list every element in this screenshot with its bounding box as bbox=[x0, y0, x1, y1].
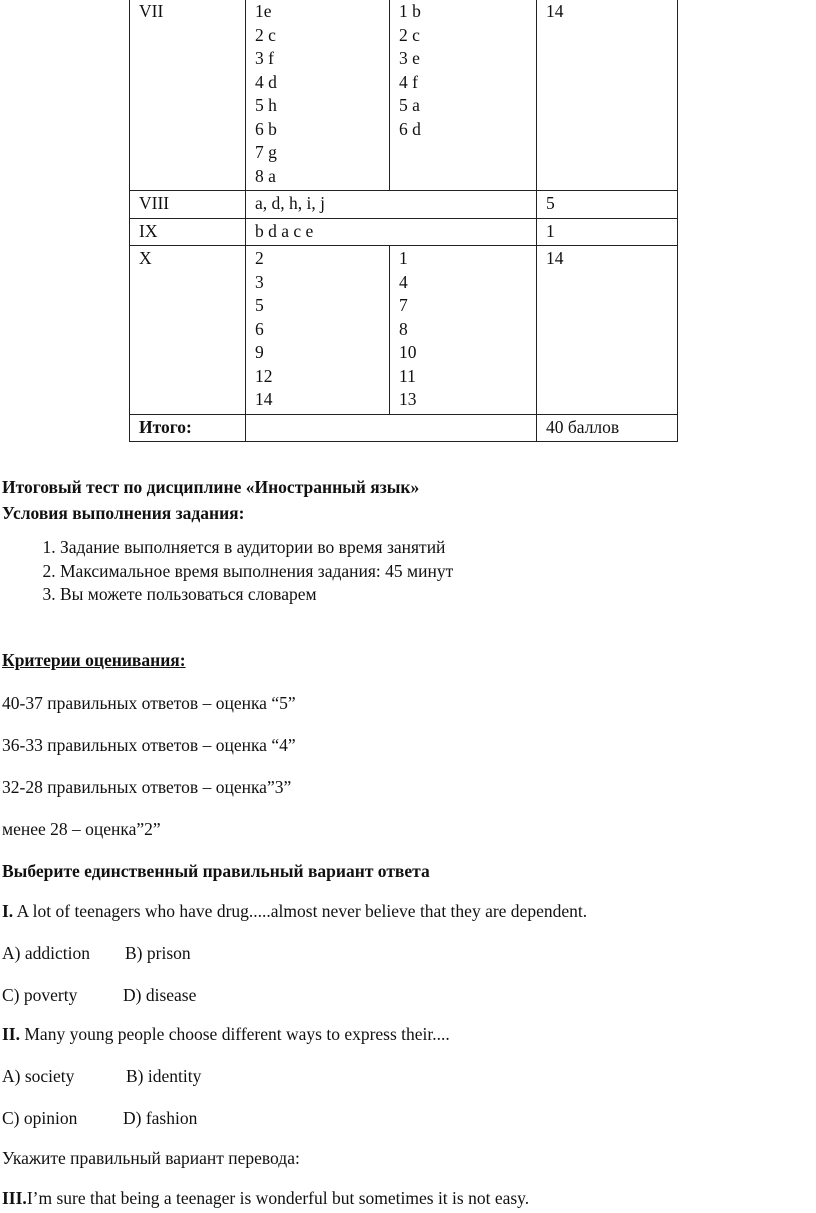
answers-cell: b d a c e bbox=[246, 218, 537, 246]
table-row-ix bbox=[130, 218, 678, 246]
option-b: B) identity bbox=[126, 1066, 202, 1087]
answer-item: 2 bbox=[255, 248, 264, 268]
answer-item: 6 bbox=[255, 318, 264, 339]
table-row-x bbox=[130, 246, 678, 415]
question-number: III. bbox=[2, 1187, 27, 1208]
test-document bbox=[2, 474, 802, 1210]
options-row bbox=[2, 943, 802, 965]
option-c: C) opinion bbox=[2, 1108, 78, 1129]
answer-column-b bbox=[390, 246, 537, 415]
answer-item: 1 b bbox=[399, 1, 421, 21]
answer-item: 8 a bbox=[255, 165, 276, 186]
answer-column-a bbox=[246, 0, 390, 191]
answer-item: 2 c bbox=[399, 24, 420, 45]
answer-item: 5 bbox=[255, 295, 264, 315]
answer-item: 6 d bbox=[399, 118, 421, 139]
answer-item: 7 g bbox=[255, 142, 277, 162]
table-row-viii bbox=[130, 191, 678, 219]
answers-cell: a, d, h, i, j bbox=[246, 191, 537, 219]
answer-item: 4 f bbox=[399, 71, 418, 92]
empty-cell bbox=[246, 414, 537, 442]
question-number: II. bbox=[2, 1024, 20, 1045]
conditions-heading: Условия выполнения задания: bbox=[2, 503, 245, 523]
option-b: B) prison bbox=[125, 942, 191, 963]
answer-item: 13 bbox=[399, 389, 417, 409]
option-d: D) disease bbox=[123, 984, 197, 1005]
points-cell: 14 bbox=[537, 246, 678, 415]
answer-key-table bbox=[129, 0, 678, 442]
answer-item: 1e bbox=[255, 1, 272, 21]
answer-item: 5 a bbox=[399, 95, 420, 115]
answer-item: 3 e bbox=[399, 48, 420, 68]
answer-item: 8 bbox=[399, 318, 408, 339]
answer-item: 14 bbox=[255, 389, 273, 409]
condition-item: 2. Максимальное время выполнения задания: 45 минут bbox=[60, 560, 802, 584]
row-number: IX bbox=[130, 218, 246, 246]
translation-heading: Укажите правильный вариант перевода: bbox=[2, 1148, 300, 1168]
points-cell: 5 bbox=[537, 191, 678, 219]
criteria-heading: Критерии оценивания: bbox=[2, 649, 186, 670]
answer-item: 12 bbox=[255, 365, 273, 386]
answer-item: 11 bbox=[399, 365, 416, 386]
criteria-item: менее 28 – оценка”2” bbox=[2, 819, 161, 839]
question-text: I’m sure that being a teenager is wonderful but sometimes it is not easy. bbox=[26, 1187, 530, 1208]
conditions-list bbox=[2, 536, 802, 607]
criteria-item: 36-33 правильных ответов – оценка “4” bbox=[2, 735, 296, 756]
table-row-vii bbox=[130, 0, 678, 191]
condition-item: 1. Задание выполняется в аудитории во время занятий bbox=[60, 536, 802, 560]
criteria-item: 40-37 правильных ответов – оценка “5” bbox=[2, 693, 296, 714]
answer-item: 5 h bbox=[255, 95, 277, 115]
answer-item: 4 bbox=[399, 271, 408, 292]
question-1 bbox=[2, 901, 802, 923]
criteria-item: 32-28 правильных ответов – оценка”3” bbox=[2, 777, 292, 798]
question-number: I. bbox=[2, 900, 14, 921]
option-c: C) poverty bbox=[2, 984, 78, 1005]
total-label: Итого: bbox=[130, 414, 246, 442]
option-d: D) fashion bbox=[123, 1108, 198, 1129]
document-title: Итоговый тест по дисциплине «Иностранный язык» bbox=[2, 477, 420, 497]
question-text: Many young people choose different ways to express their.... bbox=[20, 1024, 450, 1045]
points-cell: 1 bbox=[537, 218, 678, 246]
question-text: A lot of teenagers who have drug.....almost never believe that they are dependent. bbox=[13, 900, 588, 921]
answer-column-a bbox=[246, 246, 390, 415]
option-a: A) addiction bbox=[2, 942, 90, 963]
options-row bbox=[2, 1108, 802, 1130]
row-number: VII bbox=[130, 0, 246, 191]
question-2 bbox=[2, 1024, 802, 1046]
options-row bbox=[2, 985, 802, 1007]
task-heading: Выберите единственный правильный вариант ответа bbox=[2, 860, 430, 881]
answer-item: 7 bbox=[399, 295, 408, 315]
row-number: X bbox=[130, 246, 246, 415]
points-cell: 14 bbox=[537, 0, 678, 191]
answer-item: 4 d bbox=[255, 71, 277, 92]
table-row-total bbox=[130, 414, 678, 442]
answer-item: 1 bbox=[399, 248, 408, 268]
total-value: 40 баллов bbox=[537, 414, 678, 442]
answer-item: 3 bbox=[255, 271, 264, 292]
answer-column-b bbox=[390, 0, 537, 191]
answer-item: 6 b bbox=[255, 118, 277, 139]
answer-item: 10 bbox=[399, 342, 417, 362]
answer-item: 9 bbox=[255, 342, 264, 362]
option-a: A) society bbox=[2, 1066, 75, 1087]
answer-item: 3 f bbox=[255, 48, 274, 68]
options-row bbox=[2, 1066, 802, 1088]
condition-item: 3. Вы можете пользоваться словарем bbox=[60, 583, 802, 607]
row-number: VIII bbox=[130, 191, 246, 219]
answer-item: 2 c bbox=[255, 24, 276, 45]
question-3 bbox=[2, 1188, 802, 1210]
